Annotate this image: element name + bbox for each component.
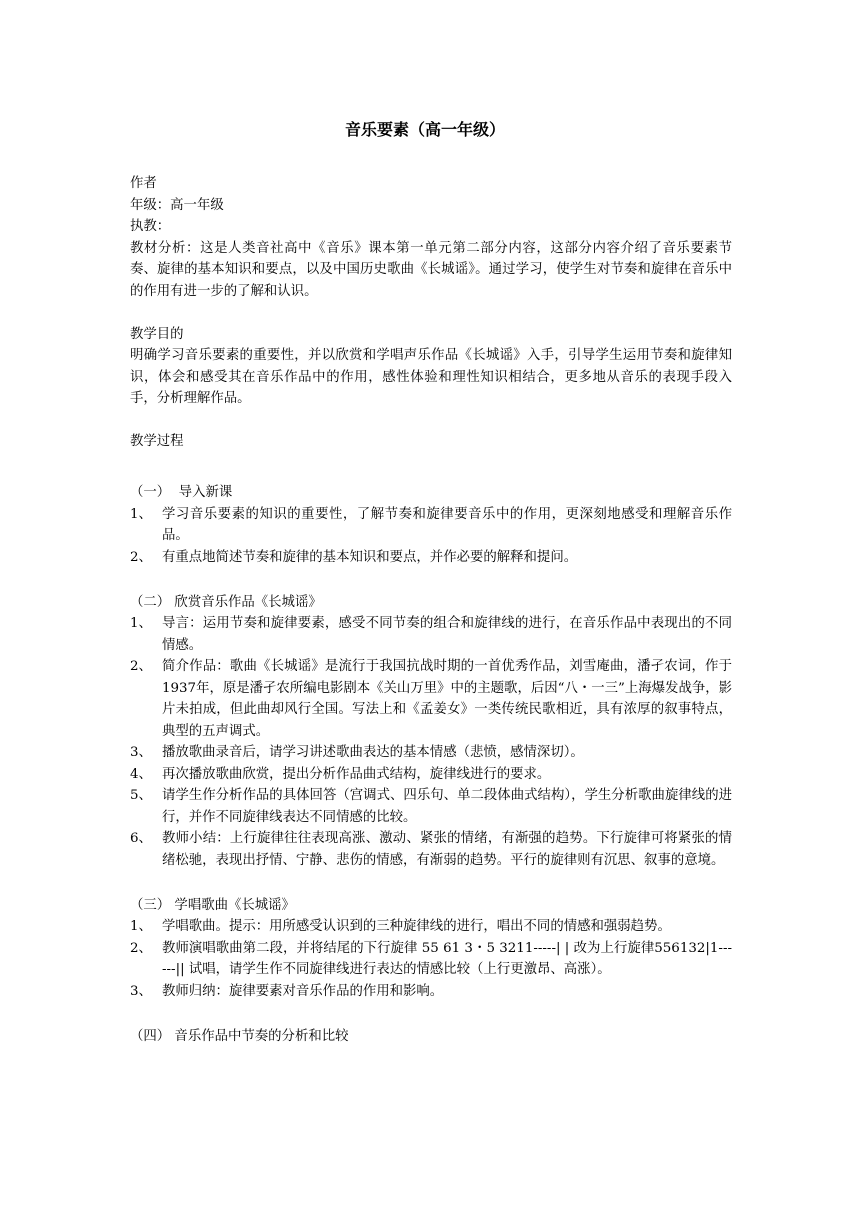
item-number: 2、 bbox=[130, 549, 152, 565]
list-item bbox=[130, 764, 732, 786]
grade-line: 年级：高一年级 bbox=[130, 197, 224, 213]
teacher-line: 执教： bbox=[130, 219, 171, 234]
item-number: 1、 bbox=[130, 506, 152, 522]
item-text: 有重点地简述节奏和旋律的基本知识和要点，并作必要的解释和提问。 bbox=[162, 549, 578, 565]
item-text: 导言：运用节奏和旋律要素，感受不同节奏的组合和旋律线的进行，在音乐作品中表现出的不同情感。 bbox=[162, 616, 732, 653]
list-item bbox=[130, 656, 732, 742]
item-text: 教师演唱歌曲第二段，并将结尾的下行旋律 55 61 3・5 3211-----| | 改为上行旋律556132|1------|| 试唱，请学生作不同旋律线进行表达的情感比较（上行更激昂、高涨）。 bbox=[162, 940, 732, 977]
process-heading: 教学过程 bbox=[130, 434, 184, 449]
document-body bbox=[130, 173, 732, 1047]
item-number: 3、 bbox=[130, 983, 152, 999]
item-number: 3、 bbox=[130, 745, 152, 760]
list-item bbox=[130, 785, 732, 828]
author-line: 作者 bbox=[130, 176, 157, 191]
item-text: 请学生作分析作品的具体回答（宫调式、四乐句、单二段体曲式结构），学生分析歌曲旋律线的进行，并作不同旋律线表达不同情感的比较。 bbox=[162, 788, 732, 825]
item-text: 播放歌曲录音后，请学习讲述歌曲表达的基本情感（悲愤，感情深切）。 bbox=[162, 745, 584, 760]
item-number: 1、 bbox=[130, 919, 152, 934]
item-text: 简介作品：歌曲《长城谣》是流行于我国抗战时期的一首优秀作品，刘雪庵曲，潘孑农词，作于1937年，原是潘孑农所编电影剧本《关山万里》中的主题歌，后因“八・一三”上海爆发战争，影片未拍成，但此曲却风行全国。写法上和《孟姜女》一类传统民歌相近，具有浓厚的叙事特点，典型的五声调式。 bbox=[162, 659, 733, 739]
list-item bbox=[130, 547, 732, 569]
goals-paragraph: 明确学习音乐要素的重要性，并以欣赏和学唱声乐作品《长城谣》入手，引导学生运用节奏和旋律知识，体会和感受其在音乐作品中的作用，感性体验和理性知识相结合，更多地从音乐的表现手段入手，分析理解作品。 bbox=[130, 348, 732, 406]
item-text: 教师小结：上行旋律往往表现高涨、激动、紧张的情绪，有渐强的趋势。下行旋律可将紧张的情绪松驰，表现出抒情、宁静、悲伤的情感，有渐弱的趋势。平行的旋律则有沉思、叙事的意境。 bbox=[162, 831, 732, 868]
section-heading: （一） 导入新课 bbox=[130, 485, 233, 500]
list-item bbox=[130, 938, 732, 981]
item-number: 2、 bbox=[130, 659, 152, 674]
item-number: 4、 bbox=[130, 766, 152, 782]
page-title: 音乐要素（高一年级） bbox=[344, 120, 505, 139]
list-item bbox=[130, 828, 732, 871]
section-heading: （四） 音乐作品中节奏的分析和比较 bbox=[130, 1028, 349, 1044]
item-number: 6、 bbox=[130, 831, 152, 846]
section-heading: （二） 欣赏音乐作品《长城谣》 bbox=[130, 594, 322, 610]
item-number: 2、 bbox=[130, 940, 152, 956]
list-item bbox=[130, 504, 732, 547]
list-item bbox=[130, 916, 732, 938]
list-item bbox=[130, 981, 732, 1003]
list-item bbox=[130, 742, 732, 764]
section-heading: （三） 学唱歌曲《长城谣》 bbox=[130, 897, 295, 913]
analysis-paragraph: 教材分析：这是人类音社高中《音乐》课本第一单元第二部分内容，这部分内容介绍了音乐要素节奏、旋律的基本知识和要点，以及中国历史歌曲《长城谣》。通过学习，使学生对节奏和旋律在音乐中的作用有进一步的了解和认识。 bbox=[130, 240, 732, 299]
goals-heading: 教学目的 bbox=[130, 326, 184, 342]
list-item bbox=[130, 613, 732, 656]
item-text: 学习音乐要素的知识的重要性，了解节奏和旋律要音乐中的作用，更深刻地感受和理解音乐作品。 bbox=[162, 506, 732, 543]
item-text: 教师归纳：旋律要素对音乐作品的作用和影响。 bbox=[162, 983, 444, 999]
item-text: 再次播放歌曲欣赏，提出分析作品曲式结构，旋律线进行的要求。 bbox=[162, 766, 551, 782]
item-number: 5、 bbox=[130, 788, 152, 803]
item-text: 学唱歌曲。提示：用所感受认识到的三种旋律线的进行，唱出不同的情感和强弱趋势。 bbox=[162, 919, 671, 934]
item-number: 1、 bbox=[130, 616, 152, 631]
